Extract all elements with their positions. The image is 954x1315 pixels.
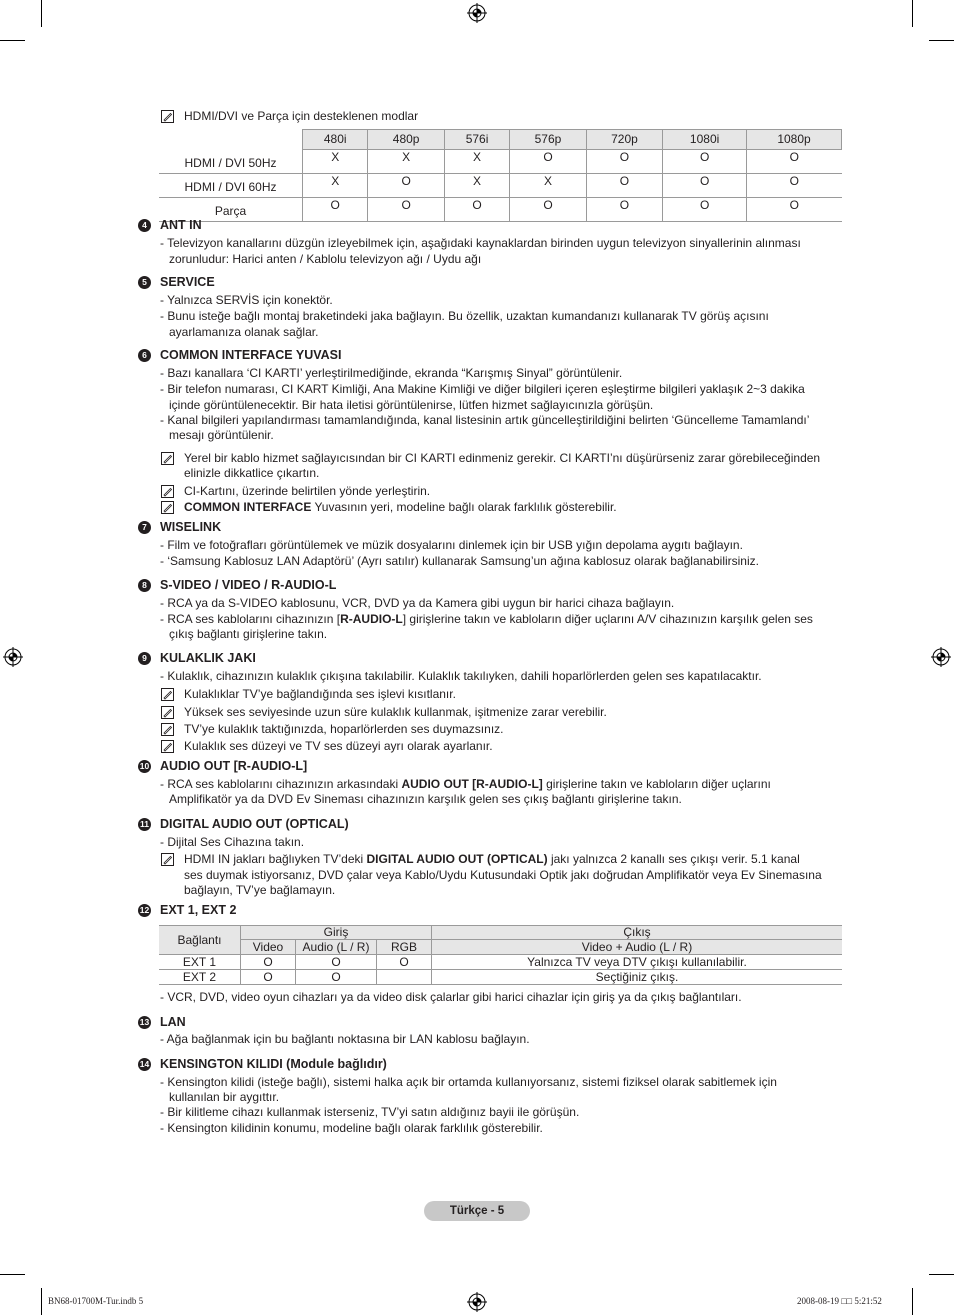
- registration-mark-icon: [3, 647, 23, 667]
- section-number-badge: 8: [138, 579, 151, 592]
- table-cell: O: [303, 197, 368, 221]
- note-bold: COMMON INTERFACE: [184, 500, 312, 514]
- bullet-text: - Yalnızca SERVİS için konektör.: [160, 293, 333, 307]
- note-icon: [161, 485, 174, 498]
- registration-mark-icon: [931, 647, 951, 667]
- table-cell: Seçtiğiniz çıkış.: [432, 970, 843, 985]
- note-text: [184, 852, 800, 867]
- footer-file: BN68-01700M-Tur.indb 5: [48, 1296, 144, 1306]
- table-cell: O: [663, 197, 747, 221]
- table-header: Audio (L / R): [296, 940, 377, 955]
- ext-table: [159, 925, 842, 985]
- note-text: Kulaklık ses düzeyi ve TV ses düzeyi ayrı olarak ayarlanır.: [184, 739, 493, 753]
- bullet-text: - Kanal bilgileri yapılandırması tamamlandığında, kanal listesinin artık güncelleştirildiğini belirten ‘Güncelleme Tamamlandı’: [160, 413, 810, 427]
- table-header: Bağlantı: [159, 926, 241, 955]
- text-part: HDMI IN jakları bağlıyken TV’deki: [184, 852, 367, 866]
- crop-mark: [929, 40, 954, 41]
- table-cell: X: [303, 173, 368, 197]
- note-text: bağlayın, TV’ye bağlamayın.: [184, 883, 336, 897]
- table-header: 480i: [303, 130, 368, 150]
- crop-mark: [0, 1274, 25, 1275]
- table-cell: O: [296, 955, 377, 970]
- note-icon: [161, 501, 174, 514]
- crop-mark: [41, 0, 42, 27]
- text-part: ] girişlerine takın ve kabloların diğer uçlarını A/V cihazınızın karşılık gelen ses: [402, 612, 813, 626]
- section-title: EXT 1, EXT 2: [160, 903, 237, 917]
- table-cell: O: [296, 970, 377, 985]
- section-number-badge: 5: [138, 276, 151, 289]
- section-title: S-VIDEO / VIDEO / R-AUDIO-L: [160, 578, 337, 592]
- text-part: jakı yalnızca 2 kanallı ses çıkışı verir. 5.1 kanal: [547, 852, 800, 866]
- bullet-text: - VCR, DVD, video oyun cihazları ya da video disk çalarlar gibi harici cihazlar için giriş ya da çıkış bağlantıları.: [160, 990, 742, 1004]
- table-cell: X: [444, 173, 509, 197]
- crop-mark: [41, 1288, 42, 1315]
- section-title: ANT IN: [160, 218, 202, 232]
- modes-table: [159, 129, 842, 222]
- footer-date: 2008-08-19 □□ 5:21:52: [797, 1296, 882, 1306]
- bullet-text: [160, 612, 813, 627]
- section-number-badge: 4: [138, 219, 151, 232]
- table-cell: O: [586, 173, 662, 197]
- crop-mark: [912, 0, 913, 27]
- note-text: Yüksek ses seviyesinde uzun süre kulaklık kullanmak, işitmenize zarar verebilir.: [184, 705, 607, 719]
- registration-mark-icon: [467, 3, 487, 23]
- table-cell: [377, 970, 432, 985]
- bullet-text: - Kensington kilidinin konumu, modeline bağlı olarak farklılık gösterebilir.: [160, 1121, 543, 1135]
- table-cell: O: [377, 955, 432, 970]
- bullet-text: mesajı görüntülenir.: [169, 428, 274, 442]
- text-bold: DIGITAL AUDIO OUT (OPTICAL): [366, 852, 548, 866]
- section-number-badge: 6: [138, 349, 151, 362]
- table-header: Video: [241, 940, 296, 955]
- bullet-text: - Kulaklık, cihazınızın kulaklık çıkışına takılabilir. Kulaklık takılıyken, dahili hoparlörlerden gelen ses kapatılacaktır.: [160, 669, 762, 683]
- section-title: KULAKLIK JAKI: [160, 651, 256, 665]
- bullet-text: - Kensington kilidi (isteğe bağlı), sistemi halka açık bir ortamda kullanıyorsanız, sistemi fiziksel olarak sabitlemek için: [160, 1075, 777, 1089]
- page-number-badge: Türkçe - 5: [424, 1201, 530, 1221]
- text-part: girişlerine takın ve kabloların diğer uçlarını: [542, 777, 771, 791]
- table-header: Giriş: [241, 926, 432, 940]
- section-number-badge: 10: [139, 761, 150, 771]
- table-cell: X: [510, 173, 586, 197]
- table-header: 720p: [586, 130, 662, 150]
- note-icon: [161, 706, 174, 719]
- text-part: - RCA ses kablolarını cihazınızın arkasındaki: [160, 777, 402, 791]
- table-cell: O: [586, 197, 662, 221]
- table-header: 1080i: [663, 130, 747, 150]
- table-cell: X: [368, 150, 444, 174]
- bullet-text: Amplifikatör ya da DVD Ev Sineması cihazınızın karşılık gelen ses çıkış bağlantı girişlerine takın.: [169, 792, 682, 806]
- bullet-text: - Bir telefon numarası, CI KART Kimliği, Ana Makine Kimliği ve diğer bilgileri içeren eşleştirme bilgileri yaklaşık 2~3 dakika: [160, 382, 805, 396]
- section-number-badge: 9: [138, 652, 151, 665]
- note-text: Yerel bir kablo hizmet sağlayıcısından bir CI KARTI edinmeniz gerekir. CI KARTI’nı düşürürseniz zarar görebileceğinden: [184, 451, 821, 465]
- note-text: Kulaklıklar TV’ye bağlandığında ses işlevi kısıtlanır.: [184, 687, 456, 701]
- table-cell: Yalnızca TV veya DTV çıkışı kullanılabilir.: [432, 955, 843, 970]
- note-icon: [161, 723, 174, 736]
- text-part: - RCA ses kablolarını cihazınızın [: [160, 612, 341, 626]
- note-text: [184, 500, 617, 515]
- table-cell: O: [663, 150, 747, 174]
- table-cell: O: [510, 150, 586, 174]
- bullet-text: [160, 777, 771, 792]
- section-title: COMMON INTERFACE YUVASI: [160, 348, 342, 362]
- crop-mark: [929, 1274, 954, 1275]
- section-number-badge: 14: [139, 1059, 150, 1069]
- section-number-badge: 11: [140, 819, 149, 829]
- table-header: 480p: [368, 130, 444, 150]
- crop-mark: [912, 1288, 913, 1315]
- note-text: CI-Kartını, üzerinde belirtilen yönde yerleştirin.: [184, 484, 431, 498]
- table-cell: O: [241, 970, 296, 985]
- table-header: 576p: [510, 130, 586, 150]
- table-cell: O: [586, 150, 662, 174]
- bullet-text: - Film ve fotoğrafları görüntülemek ve müzik dosyalarını dinlemek için bir USB yığın depolama aygıtı bağlayın.: [160, 538, 743, 552]
- table-cell: EXT 2: [182, 970, 217, 984]
- table-header: 576i: [444, 130, 509, 150]
- modes-note: HDMI/DVI ve Parça için desteklenen modlar: [184, 109, 419, 123]
- table-cell: O: [368, 197, 444, 221]
- bullet-text: - ‘Samsung Kablosuz LAN Adaptörü’ (Ayrı satılır) kullanarak Samsung’un ağına kablosuz olarak bağlanabilirsiniz.: [160, 554, 759, 568]
- section-number-badge: 7: [138, 521, 151, 534]
- note-icon: [161, 110, 174, 123]
- section-title: SERVICE: [160, 275, 215, 289]
- row-label: HDMI / DVI 60Hz: [184, 179, 277, 194]
- table-cell: O: [747, 173, 842, 197]
- table-cell: EXT 1: [182, 955, 217, 969]
- bullet-text: çıkış bağlantı girişlerine takın.: [169, 627, 328, 641]
- text-bold: R-AUDIO-L: [340, 612, 403, 626]
- bullet-text: içinde görüntülenecektir. Bir hata iletisi görüntülenirse, lütfen hizmet sağlayıcınızla görüşün.: [169, 398, 654, 412]
- table-cell: X: [444, 150, 509, 174]
- note-text: elinizle dikkatlice çıkartın.: [184, 466, 320, 480]
- row-label: HDMI / DVI 50Hz: [184, 155, 277, 170]
- note-icon: [161, 452, 174, 465]
- note-text: TV’ye kulaklık taktığınızda, hoparlörlerden ses duymazsınız.: [184, 722, 504, 736]
- note-icon: [161, 740, 174, 753]
- bullet-text: - Televizyon kanallarını düzgün izleyebilmek için, aşağıdaki kaynaklardan birinden uygun televizyon sinyallerinin alınması: [160, 236, 801, 250]
- bullet-text: - Bunu isteğe bağlı montaj braketindeki jaka bağlayın. Bu özellik, uzaktan kumandanızı kullanarak TV görüş açısını: [160, 309, 769, 323]
- note-icon: [161, 853, 174, 866]
- bullet-text: - Ağa bağlanmak için bu bağlantı noktasına bir LAN kablosu bağlayın.: [160, 1032, 530, 1046]
- bullet-text: ayarlamanıza olanak sağlar.: [169, 325, 319, 339]
- table-header: Çıkış: [432, 926, 843, 940]
- bullet-text: kullanılan bir aygıttır.: [169, 1090, 280, 1104]
- section-number-badge: 12: [139, 905, 150, 915]
- table-cell: O: [663, 173, 747, 197]
- section-title: WISELINK: [160, 520, 222, 534]
- note-text: ses duymak istiyorsanız, DVD çalar veya Kablo/Uydu Kutusundaki Optik jakı doğrudan Amplifikatör veya Ev Sinemasına: [184, 868, 822, 882]
- note-icon: [161, 688, 174, 701]
- section-number-badge: 13: [139, 1017, 150, 1027]
- table-cell: X: [303, 150, 368, 174]
- table-header: RGB: [377, 940, 432, 955]
- bullet-text: zorunludur: Harici anten / Kablolu televizyon ağı / Uydu ağı: [169, 252, 482, 266]
- row-label: Parça: [214, 203, 247, 218]
- text-bold: AUDIO OUT [R-AUDIO-L]: [401, 777, 543, 791]
- table-header: Video + Audio (L / R): [432, 940, 843, 955]
- bullet-text: - Bazı kanallara ‘CI KARTI’ yerleştirilmediğinde, ekranda “Karışmış Sinyal” görüntülenir.: [160, 366, 623, 380]
- registration-mark-icon: [467, 1292, 487, 1312]
- section-title: AUDIO OUT [R-AUDIO-L]: [160, 759, 308, 773]
- table-cell: O: [444, 197, 509, 221]
- bullet-text: - Bir kilitleme cihazı kullanmak isterseniz, TV’yi satın aldığınız bayii ile görüşün.: [160, 1105, 580, 1119]
- table-cell: O: [747, 150, 842, 174]
- table-header: 1080p: [747, 130, 842, 150]
- table-cell: O: [510, 197, 586, 221]
- note-rest: Yuvasının yeri, modeline bağlı olarak farklılık gösterebilir.: [311, 500, 617, 514]
- bullet-text: - Dijital Ses Cihazına takın.: [160, 835, 305, 849]
- section-title: DIGITAL AUDIO OUT (OPTICAL): [160, 817, 349, 831]
- table-cell: O: [241, 955, 296, 970]
- crop-mark: [0, 40, 25, 41]
- bullet-text: - RCA ya da S-VIDEO kablosunu, VCR, DVD ya da Kamera gibi uygun bir harici cihaza bağlayın.: [160, 596, 675, 610]
- table-cell: O: [368, 173, 444, 197]
- section-title: KENSINGTON KILIDI (Module bağlıdır): [160, 1057, 387, 1071]
- table-cell: O: [747, 197, 842, 221]
- section-title: LAN: [160, 1015, 186, 1029]
